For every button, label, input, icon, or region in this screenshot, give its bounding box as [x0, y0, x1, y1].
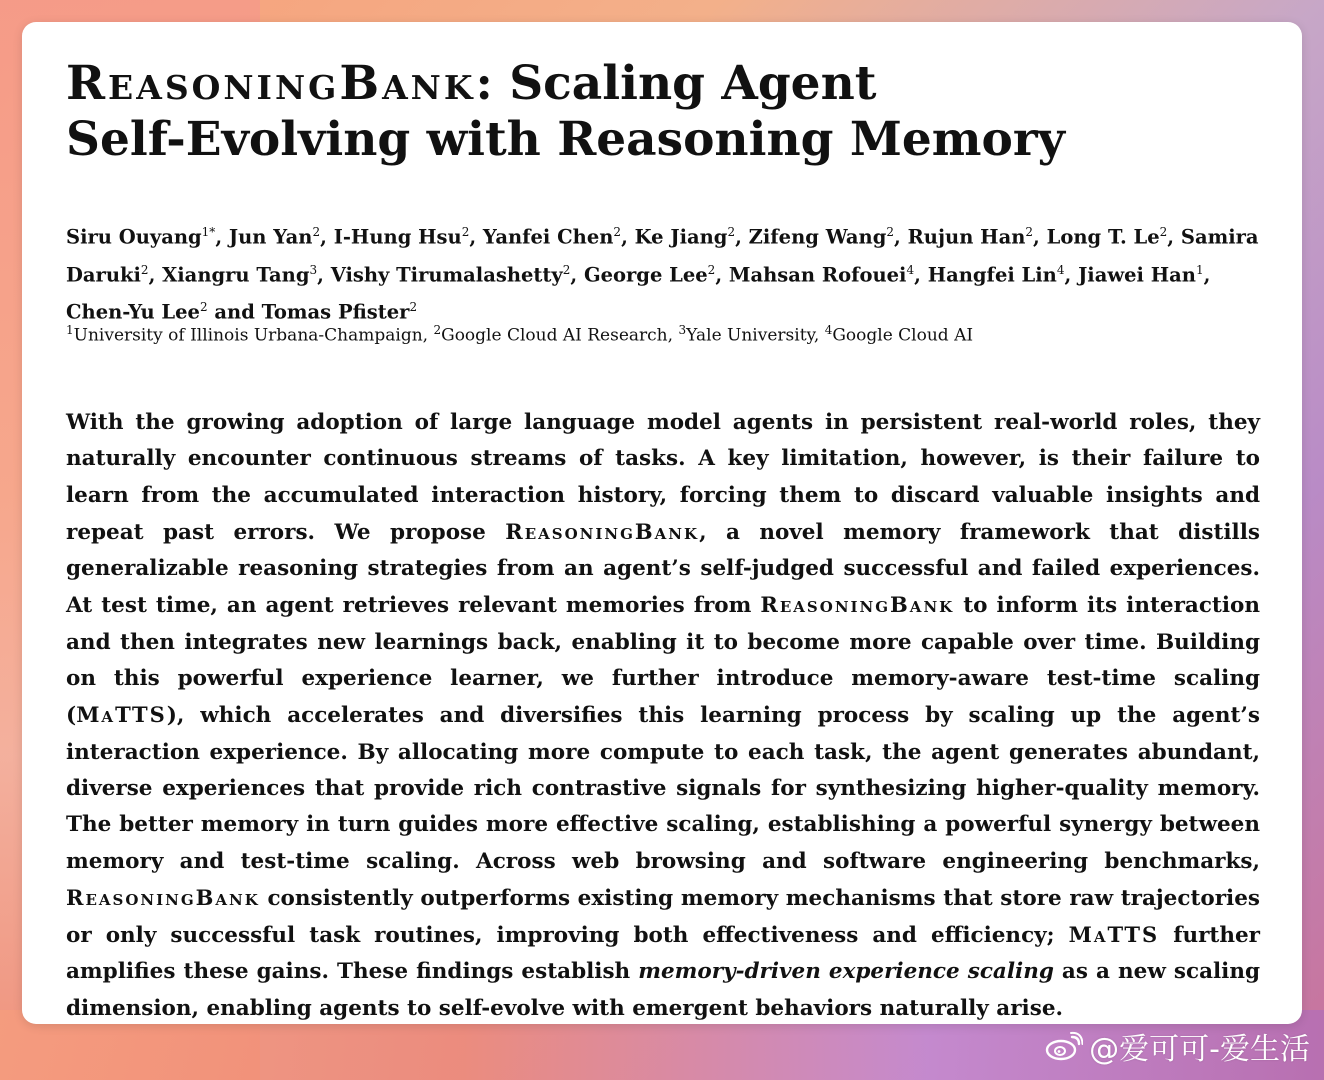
author-separator: and [207, 300, 262, 324]
author-affiliation-mark: 1* [201, 225, 216, 239]
author-name: Tomas Pfister [261, 300, 410, 324]
author-name: Yanfei Chen [482, 225, 614, 249]
affiliation-mark: 4 [824, 323, 833, 337]
author-name: Vishy Tirumalashetty [330, 263, 563, 286]
author-affiliation-mark: 2 [409, 300, 418, 314]
affiliation-name: Google Cloud AI Research [441, 325, 668, 346]
author-affiliation-mark: 2 [727, 225, 736, 239]
author-separator: , [570, 263, 584, 286]
author-affiliation-mark: 2 [1159, 225, 1168, 239]
author-separator: , [320, 225, 334, 249]
author-name: Long T. Le [1046, 225, 1160, 249]
author-affiliation-mark: 2 [140, 262, 149, 277]
author-name: Zifeng Wang [748, 225, 887, 249]
author-separator: , [1203, 263, 1211, 286]
affiliation-separator: , [667, 325, 679, 346]
title-line1-rest: : Scaling Agent [475, 56, 877, 111]
affiliation-separator: , [422, 325, 434, 346]
author-separator: , [1064, 263, 1079, 286]
author-affiliation-mark: 2 [562, 262, 571, 277]
author-name: George Lee [583, 263, 708, 286]
affiliation-name: University of Illinois Urbana-Champaign [73, 325, 423, 346]
abstract-text: as a new scaling dimension, enabling agents to self-evolve with emergent behaviors naturally arise. [66, 959, 1261, 1021]
author-list [66, 216, 1266, 329]
author-separator: , [735, 225, 749, 249]
weibo-watermark [1045, 1024, 1310, 1068]
author-name: Rujun Han [907, 225, 1026, 249]
abstract-text: consistently outperforms existing memory mechanisms that store raw trajectories or only successful task routines, improving both effectiveness and efficiency; [66, 885, 1260, 949]
method-name: MaTTS [76, 702, 167, 728]
system-name: ReasoningBank [66, 884, 260, 910]
abstract-text: , a novel memory framework that distills generalizable reasoning strategies from an agent’s self-judged successful and failed experiences. At test time, an agent retrieves relevant memories from [66, 519, 1260, 619]
author-name: Jun Yan [228, 225, 313, 249]
author-separator: , [914, 263, 928, 286]
author-affiliation-mark: 2 [707, 262, 716, 277]
author-separator: , [1167, 225, 1181, 249]
title-line2: Self-Evolving with Reasoning Memory [66, 112, 1065, 167]
author-affiliation-mark: 2 [461, 225, 470, 239]
author-affiliation-mark: 4 [1056, 262, 1065, 277]
title-system-name: ReasoningBank [66, 56, 476, 111]
author-affiliation-mark: 2 [199, 300, 208, 314]
author-affiliation-mark: 4 [906, 262, 915, 277]
author-name: I-Hung Hsu [333, 225, 462, 249]
author-separator: , [715, 263, 729, 286]
author-separator: , [469, 225, 483, 249]
system-name: ReasoningBank [505, 518, 700, 544]
affiliation-mark: 2 [433, 323, 442, 337]
weibo-icon [1045, 1031, 1083, 1061]
author-affiliation-mark: 2 [312, 225, 321, 239]
author-separator: , [894, 225, 908, 249]
method-name: MaTTS [1068, 922, 1160, 948]
author-separator: , [1033, 225, 1047, 249]
author-affiliation-mark: 1 [1195, 262, 1204, 277]
affiliation-name: Google Cloud AI [832, 325, 974, 346]
affiliation-mark: 1 [66, 323, 74, 337]
author-name: Mahsan Rofouei [728, 263, 907, 286]
author-name: Ke Jiang [634, 225, 728, 249]
author-name: Chen-Yu Lee [66, 300, 200, 324]
affiliation-name: Yale University [686, 325, 814, 346]
abstract-text: With the growing adoption of large language model agents in persistent real-world roles, they naturally encounter continuous streams of tasks. A key limitation, however, is their failure to learn from the accumulated interaction history, forcing them to discard valuable insights and repeat past errors. We propose [66, 410, 1260, 545]
affiliation-mark: 3 [678, 323, 687, 337]
abstract [66, 405, 1260, 1027]
author-affiliation-mark: 2 [613, 225, 622, 239]
affiliation-list [66, 318, 1266, 348]
system-name: ReasoningBank [760, 592, 955, 618]
paper-title [66, 56, 1166, 168]
author-name: Xiangru Tang [162, 263, 310, 286]
author-separator: , [148, 263, 163, 286]
author-affiliation-mark: 2 [886, 225, 894, 239]
author-name: Samira Daruki [66, 225, 1259, 286]
abstract-text: ), which accelerates and diversifies this learning process by scaling up the agent’s interaction experience. By allocating more compute to each task, the agent generates abundant, diverse experiences that provide rich contrastive signals for synthesizing higher-quality memory. The better memory in turn guides more effective scaling, establishing a powerful synergy between memory and test-time scaling. Across web browsing and software engineering benchmarks, [66, 703, 1260, 874]
affiliation-separator: , [813, 325, 825, 346]
watermark-text: @爱可可-爱生活 [1089, 1032, 1310, 1067]
author-separator: , [621, 225, 635, 249]
paper-card [22, 22, 1302, 1024]
abstract-emphasis: memory-driven experience scaling [638, 959, 1054, 985]
author-affiliation-mark: 2 [1025, 225, 1034, 239]
author-affiliation-mark: 3 [309, 262, 318, 277]
author-separator: , [317, 263, 331, 286]
abstract-text: further amplifies these gains. These findings establish [66, 923, 1261, 985]
author-name: Siru Ouyang [66, 225, 202, 249]
author-name: Hangfei Lin [927, 263, 1057, 286]
author-name: Jiawei Han [1078, 263, 1196, 286]
abstract-text: to inform its interaction and then integrates new learnings back, enabling it to become more capable over time. Building on this powerful experience learner, we further introduce memory-aware test-time scaling ( [66, 593, 1260, 729]
author-separator: , [215, 225, 229, 249]
